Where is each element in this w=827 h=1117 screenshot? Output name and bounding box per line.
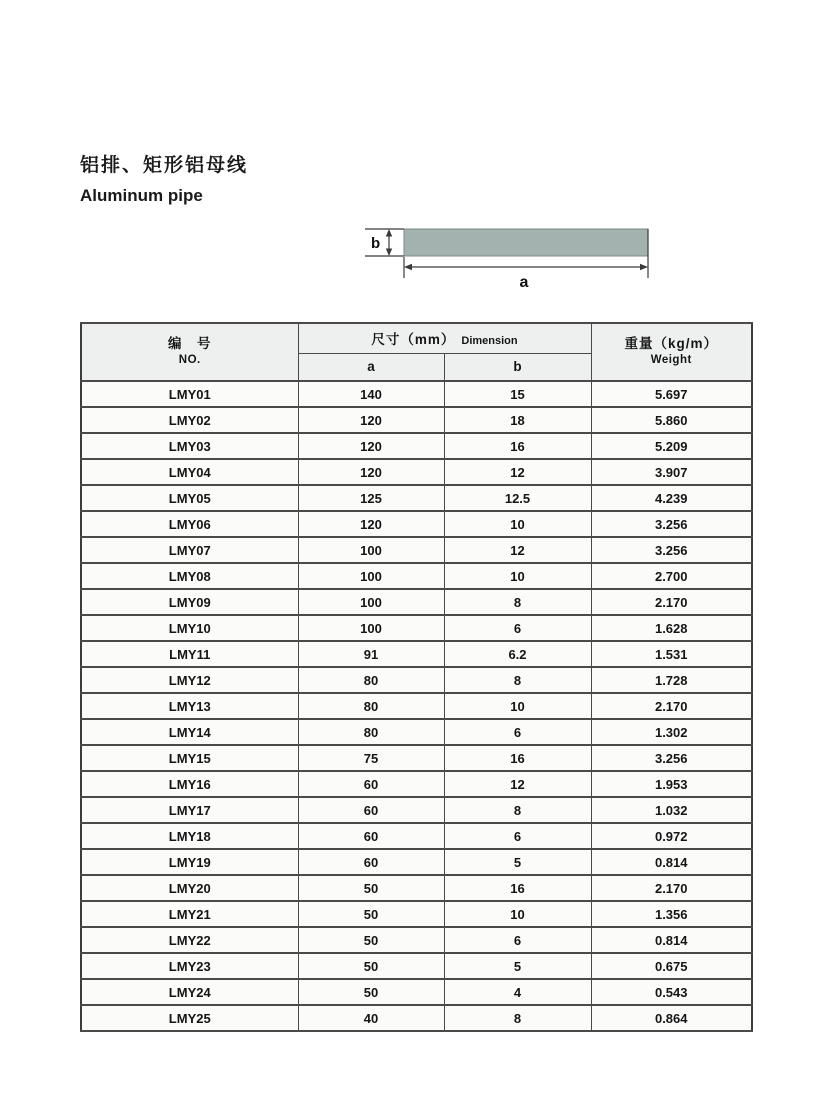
cell-b: 12.5 bbox=[444, 485, 591, 511]
cell-no: LMY22 bbox=[81, 927, 298, 953]
table-row bbox=[81, 953, 752, 979]
table-row bbox=[81, 589, 752, 615]
cell-a: 50 bbox=[298, 953, 444, 979]
spec-table-header bbox=[81, 323, 752, 381]
cell-no: LMY20 bbox=[81, 875, 298, 901]
table-row bbox=[81, 693, 752, 719]
cell-b: 6 bbox=[444, 927, 591, 953]
cell-no: LMY04 bbox=[81, 459, 298, 485]
cell-a: 120 bbox=[298, 459, 444, 485]
cell-weight: 1.628 bbox=[591, 615, 752, 641]
cell-b: 10 bbox=[444, 511, 591, 537]
cell-a: 50 bbox=[298, 979, 444, 1005]
header-dimension-zh: 尺寸（mm） bbox=[371, 331, 456, 347]
cell-b: 8 bbox=[444, 797, 591, 823]
cell-a: 80 bbox=[298, 693, 444, 719]
cell-weight: 0.814 bbox=[591, 927, 752, 953]
table-row bbox=[81, 849, 752, 875]
cell-b: 10 bbox=[444, 901, 591, 927]
cell-no: LMY01 bbox=[81, 381, 298, 407]
cell-a: 80 bbox=[298, 719, 444, 745]
cell-a: 120 bbox=[298, 433, 444, 459]
header-weight-en: Weight bbox=[650, 354, 692, 367]
label-a: a bbox=[519, 274, 529, 291]
cell-no: LMY10 bbox=[81, 615, 298, 641]
cell-b: 5 bbox=[444, 953, 591, 979]
table-row bbox=[81, 927, 752, 953]
cell-weight: 5.860 bbox=[591, 407, 752, 433]
cell-no: LMY24 bbox=[81, 979, 298, 1005]
cell-b: 8 bbox=[444, 589, 591, 615]
cell-weight: 2.170 bbox=[591, 875, 752, 901]
label-b: b bbox=[371, 235, 381, 252]
table-row bbox=[81, 433, 752, 459]
cell-weight: 3.907 bbox=[591, 459, 752, 485]
cell-b: 10 bbox=[444, 563, 591, 589]
table-row bbox=[81, 771, 752, 797]
cell-no: LMY02 bbox=[81, 407, 298, 433]
cell-no: LMY23 bbox=[81, 953, 298, 979]
cell-weight: 2.700 bbox=[591, 563, 752, 589]
cell-b: 8 bbox=[444, 1005, 591, 1031]
cell-a: 60 bbox=[298, 797, 444, 823]
cell-no: LMY15 bbox=[81, 745, 298, 771]
spec-table-body bbox=[81, 381, 752, 1031]
header-dimension-en: Dimension bbox=[461, 334, 518, 347]
table-row bbox=[81, 875, 752, 901]
table-row bbox=[81, 901, 752, 927]
cell-weight: 3.256 bbox=[591, 537, 752, 563]
cell-a: 140 bbox=[298, 381, 444, 407]
cell-a: 50 bbox=[298, 901, 444, 927]
cell-weight: 0.864 bbox=[591, 1005, 752, 1031]
a-arrowhead-left bbox=[404, 264, 412, 270]
cell-a: 125 bbox=[298, 485, 444, 511]
header-no-en: NO. bbox=[178, 354, 201, 367]
table-row bbox=[81, 719, 752, 745]
cell-no: LMY21 bbox=[81, 901, 298, 927]
table-row bbox=[81, 641, 752, 667]
table-row bbox=[81, 797, 752, 823]
cell-weight: 5.209 bbox=[591, 433, 752, 459]
cell-no: LMY17 bbox=[81, 797, 298, 823]
page-title-english: Aluminum pipe bbox=[80, 186, 203, 205]
cell-a: 100 bbox=[298, 615, 444, 641]
cell-b: 6.2 bbox=[444, 641, 591, 667]
cell-b: 12 bbox=[444, 771, 591, 797]
a-arrowhead-right bbox=[640, 264, 648, 270]
table-row bbox=[81, 459, 752, 485]
cell-a: 120 bbox=[298, 511, 444, 537]
table-row bbox=[81, 407, 752, 433]
cell-weight: 2.170 bbox=[591, 693, 752, 719]
table-row bbox=[81, 1005, 752, 1031]
cell-weight: 0.814 bbox=[591, 849, 752, 875]
table-row bbox=[81, 667, 752, 693]
header-weight bbox=[591, 323, 752, 381]
table-row bbox=[81, 745, 752, 771]
table-row bbox=[81, 563, 752, 589]
cell-no: LMY11 bbox=[81, 641, 298, 667]
table-row bbox=[81, 823, 752, 849]
header-no-zh: 编 号 bbox=[168, 336, 212, 352]
header-col-a: a bbox=[298, 353, 444, 381]
table-row bbox=[81, 537, 752, 563]
cell-no: LMY08 bbox=[81, 563, 298, 589]
cell-weight: 1.728 bbox=[591, 667, 752, 693]
cell-b: 6 bbox=[444, 615, 591, 641]
cell-a: 100 bbox=[298, 589, 444, 615]
cell-no: LMY16 bbox=[81, 771, 298, 797]
cell-weight: 2.170 bbox=[591, 589, 752, 615]
cell-weight: 1.531 bbox=[591, 641, 752, 667]
cell-a: 100 bbox=[298, 537, 444, 563]
cell-a: 40 bbox=[298, 1005, 444, 1031]
cell-b: 16 bbox=[444, 875, 591, 901]
spec-table bbox=[80, 322, 753, 1032]
cell-a: 80 bbox=[298, 667, 444, 693]
cell-a: 60 bbox=[298, 823, 444, 849]
page-title-chinese: 铝排、矩形铝母线 bbox=[80, 155, 249, 176]
cell-a: 50 bbox=[298, 927, 444, 953]
cell-a: 60 bbox=[298, 849, 444, 875]
cell-a: 60 bbox=[298, 771, 444, 797]
table-row bbox=[81, 615, 752, 641]
cell-no: LMY03 bbox=[81, 433, 298, 459]
cell-weight: 0.543 bbox=[591, 979, 752, 1005]
header-weight-zh: 重量（kg/m） bbox=[624, 336, 718, 352]
cell-no: LMY05 bbox=[81, 485, 298, 511]
cell-a: 100 bbox=[298, 563, 444, 589]
cell-no: LMY06 bbox=[81, 511, 298, 537]
cell-b: 6 bbox=[444, 719, 591, 745]
cell-a: 50 bbox=[298, 875, 444, 901]
cell-weight: 1.356 bbox=[591, 901, 752, 927]
cell-weight: 0.972 bbox=[591, 823, 752, 849]
cell-weight: 4.239 bbox=[591, 485, 752, 511]
cell-b: 12 bbox=[444, 537, 591, 563]
dimension-diagram bbox=[358, 220, 658, 298]
header-col-b: b bbox=[444, 353, 591, 381]
cell-a: 120 bbox=[298, 407, 444, 433]
cell-b: 15 bbox=[444, 381, 591, 407]
cell-weight: 1.953 bbox=[591, 771, 752, 797]
cell-b: 4 bbox=[444, 979, 591, 1005]
table-row bbox=[81, 485, 752, 511]
cell-no: LMY13 bbox=[81, 693, 298, 719]
cell-no: LMY25 bbox=[81, 1005, 298, 1031]
cell-weight: 3.256 bbox=[591, 745, 752, 771]
cell-b: 6 bbox=[444, 823, 591, 849]
header-dimension bbox=[298, 323, 591, 353]
cell-a: 75 bbox=[298, 745, 444, 771]
cell-a: 91 bbox=[298, 641, 444, 667]
cell-weight: 1.302 bbox=[591, 719, 752, 745]
cell-b: 16 bbox=[444, 745, 591, 771]
cell-b: 18 bbox=[444, 407, 591, 433]
cell-no: LMY12 bbox=[81, 667, 298, 693]
b-arrowhead-up bbox=[386, 229, 392, 237]
cell-b: 16 bbox=[444, 433, 591, 459]
cell-no: LMY09 bbox=[81, 589, 298, 615]
b-arrowhead-down bbox=[386, 249, 392, 257]
cell-b: 5 bbox=[444, 849, 591, 875]
table-row bbox=[81, 979, 752, 1005]
table-row bbox=[81, 381, 752, 407]
table-row bbox=[81, 511, 752, 537]
cell-b: 12 bbox=[444, 459, 591, 485]
cell-weight: 1.032 bbox=[591, 797, 752, 823]
cell-weight: 5.697 bbox=[591, 381, 752, 407]
cell-no: LMY14 bbox=[81, 719, 298, 745]
header-no bbox=[81, 323, 298, 381]
cell-weight: 3.256 bbox=[591, 511, 752, 537]
bar-cross-section bbox=[404, 229, 648, 256]
cell-no: LMY18 bbox=[81, 823, 298, 849]
cell-b: 10 bbox=[444, 693, 591, 719]
cell-weight: 0.675 bbox=[591, 953, 752, 979]
cell-b: 8 bbox=[444, 667, 591, 693]
cell-no: LMY07 bbox=[81, 537, 298, 563]
cell-no: LMY19 bbox=[81, 849, 298, 875]
